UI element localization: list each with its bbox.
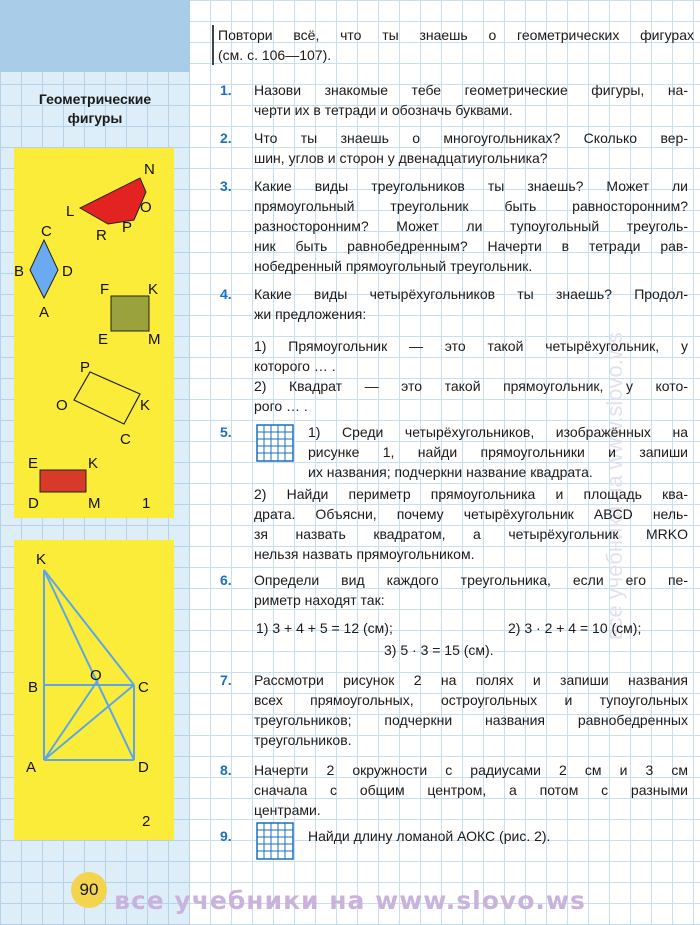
task-number: 8. [220,762,232,778]
fig1-label: A [39,304,50,321]
task-item: нельзя назвать прямоугольником. [254,546,475,562]
figure-1-drawing [14,148,174,518]
task-line: рисунке 1, найди прямоугольники и запиши [308,444,688,460]
shape-square [111,296,149,331]
page-number: 90 [71,872,107,908]
task-number: 3. [220,178,232,194]
task-text [254,80,688,120]
task-text [254,760,688,820]
task-line: Определи вид каждого треугольника, если его пе- [254,572,688,588]
task-line: центрами. [254,802,321,818]
shape-rotated-rect [74,372,140,424]
fig1-label: O [56,397,68,414]
task-text [254,128,688,168]
fig2-label: B [28,679,39,696]
task-item: 2) Найди периметр прямоугольника и площадь ква- [254,486,688,502]
task-line: Какие виды четырёхугольников ты знаешь? Продол- [254,286,688,302]
fig1-label: R [96,227,107,244]
equation-2: 2) 3 · 2 + 4 = 10 (см); [508,620,642,636]
fig2-label: A [26,759,37,776]
task-text [254,484,688,564]
fig2-label: C [138,679,149,696]
task-line: Какие виды треугольников ты знаешь? Может ли [254,178,688,194]
task-line: треугольников; подчеркни названия равнобедренных [254,712,688,728]
task-number: 7. [220,672,232,688]
intro-text [212,25,694,65]
fig1-label: K [88,455,99,472]
task-item: зя назвать квадратом, а четырёхугольник MRKO [254,526,688,542]
task-item: драта. Объясни, почему четырёхугольник ABCD нель- [254,506,688,522]
shape-lrpon [80,178,146,224]
fig1-label: O [140,199,152,216]
task-item: 2) Квадрат — это такой прямоугольник, у кото- [254,378,688,394]
notebook-grid-icon [256,424,294,462]
task-line: черти их в тетради и обозначь буквами. [254,102,513,118]
fig1-label: M [148,331,161,348]
fig1-label: P [80,359,91,376]
task-line: жи предложения: [254,306,367,322]
task-number: 1. [220,82,232,98]
fig1-label: M [88,495,101,512]
task-number: 2. [220,130,232,146]
task-line: треугольников. [254,732,352,748]
task-line: их названия; подчеркни название квадрата. [308,464,593,480]
sidebar-title: Геометрические фигуры [38,91,152,126]
vertical-watermark: все учебники на www.slovo.ws [602,332,627,640]
fig2-label: D [138,759,149,776]
fig2-label: O [90,667,102,684]
figure-2-panel [14,540,174,840]
task-line: разносторонним? Может ли тупоугольный треуголь- [254,218,688,234]
sidebar [0,0,190,925]
fig1-label: C [41,223,52,240]
task-line: ник быть равнобедренным? Начерти в тетради рав- [254,238,688,254]
task-line: Начерти 2 окружности с радиусами 2 см и 3 см [254,762,688,778]
fig2-label: K [36,551,47,568]
task-line: Назови знакомые тебе геометрические фигуры, на- [254,82,688,98]
fig1-label: D [62,263,73,280]
fig1-label: B [14,263,25,280]
intro-line: (см. с. 106—107). [218,47,332,63]
task-item: 1) Прямоугольник — это такой четырёхугольник, у [254,338,688,354]
fig1-label: K [140,397,151,414]
fig1-label: K [148,281,159,298]
task-line: шин, углов и сторон у двенадцатиугольника? [254,150,548,166]
figure-1-number: 1 [142,495,151,512]
fig1-label: E [98,331,109,348]
task-number: 4. [220,286,232,302]
fig1-label: C [120,431,131,448]
figure-2-number: 2 [142,813,151,830]
fig1-label: D [28,495,39,512]
task-line: Рассмотри рисунок 2 на полях и запиши названия [254,672,688,688]
task-line: всех прямоугольных, остроугольных и тупоугольных [254,692,688,708]
fig1-label: N [144,161,155,178]
task-text [308,422,688,482]
fig1-label: F [100,281,110,298]
task-line: риметр находят так: [254,592,385,608]
notebook-grid-icon [256,822,294,860]
shape-small-rect [40,470,86,492]
equation-3: 3) 5 · 3 = 15 (см). [384,642,494,658]
task-text [254,670,688,750]
intro-line: Повтори всё, что ты знаешь о геометрических фигурах [218,27,694,43]
fig1-label: E [28,455,39,472]
task-text [254,284,688,416]
task-line: сначала с общим центром, а потом с разными [254,782,688,798]
bottom-watermark: все учебники на www.slovo.ws [114,886,586,915]
task-line: Найди длину ломаной АОКС (рис. 2). [308,828,551,844]
fig1-label: P [122,219,133,236]
figure-2-drawing [14,540,174,840]
task-text [254,570,688,610]
task-line: 1) Среди четырёхугольников, изображённых на [308,424,688,440]
equation-1: 1) 3 + 4 + 5 = 12 (см); [256,620,393,636]
task-number: 6. [220,572,232,588]
task-line: Что ты знаешь о многоугольниках? Сколько вер- [254,130,688,146]
task-item: которого … . [254,358,336,374]
task-line: нобедренный прямоугольный треугольник. [254,258,533,274]
task-number: 9. [220,828,232,844]
task-item: рого … . [254,398,308,414]
task-line: прямоугольный треугольник быть равносторонним? [254,198,688,214]
shape-rhombus [30,240,58,298]
task-number: 5. [220,424,232,440]
fig1-label: L [66,203,75,220]
task-text [254,176,688,276]
sidebar-header-band [0,0,190,72]
figure-1-panel [14,148,174,518]
